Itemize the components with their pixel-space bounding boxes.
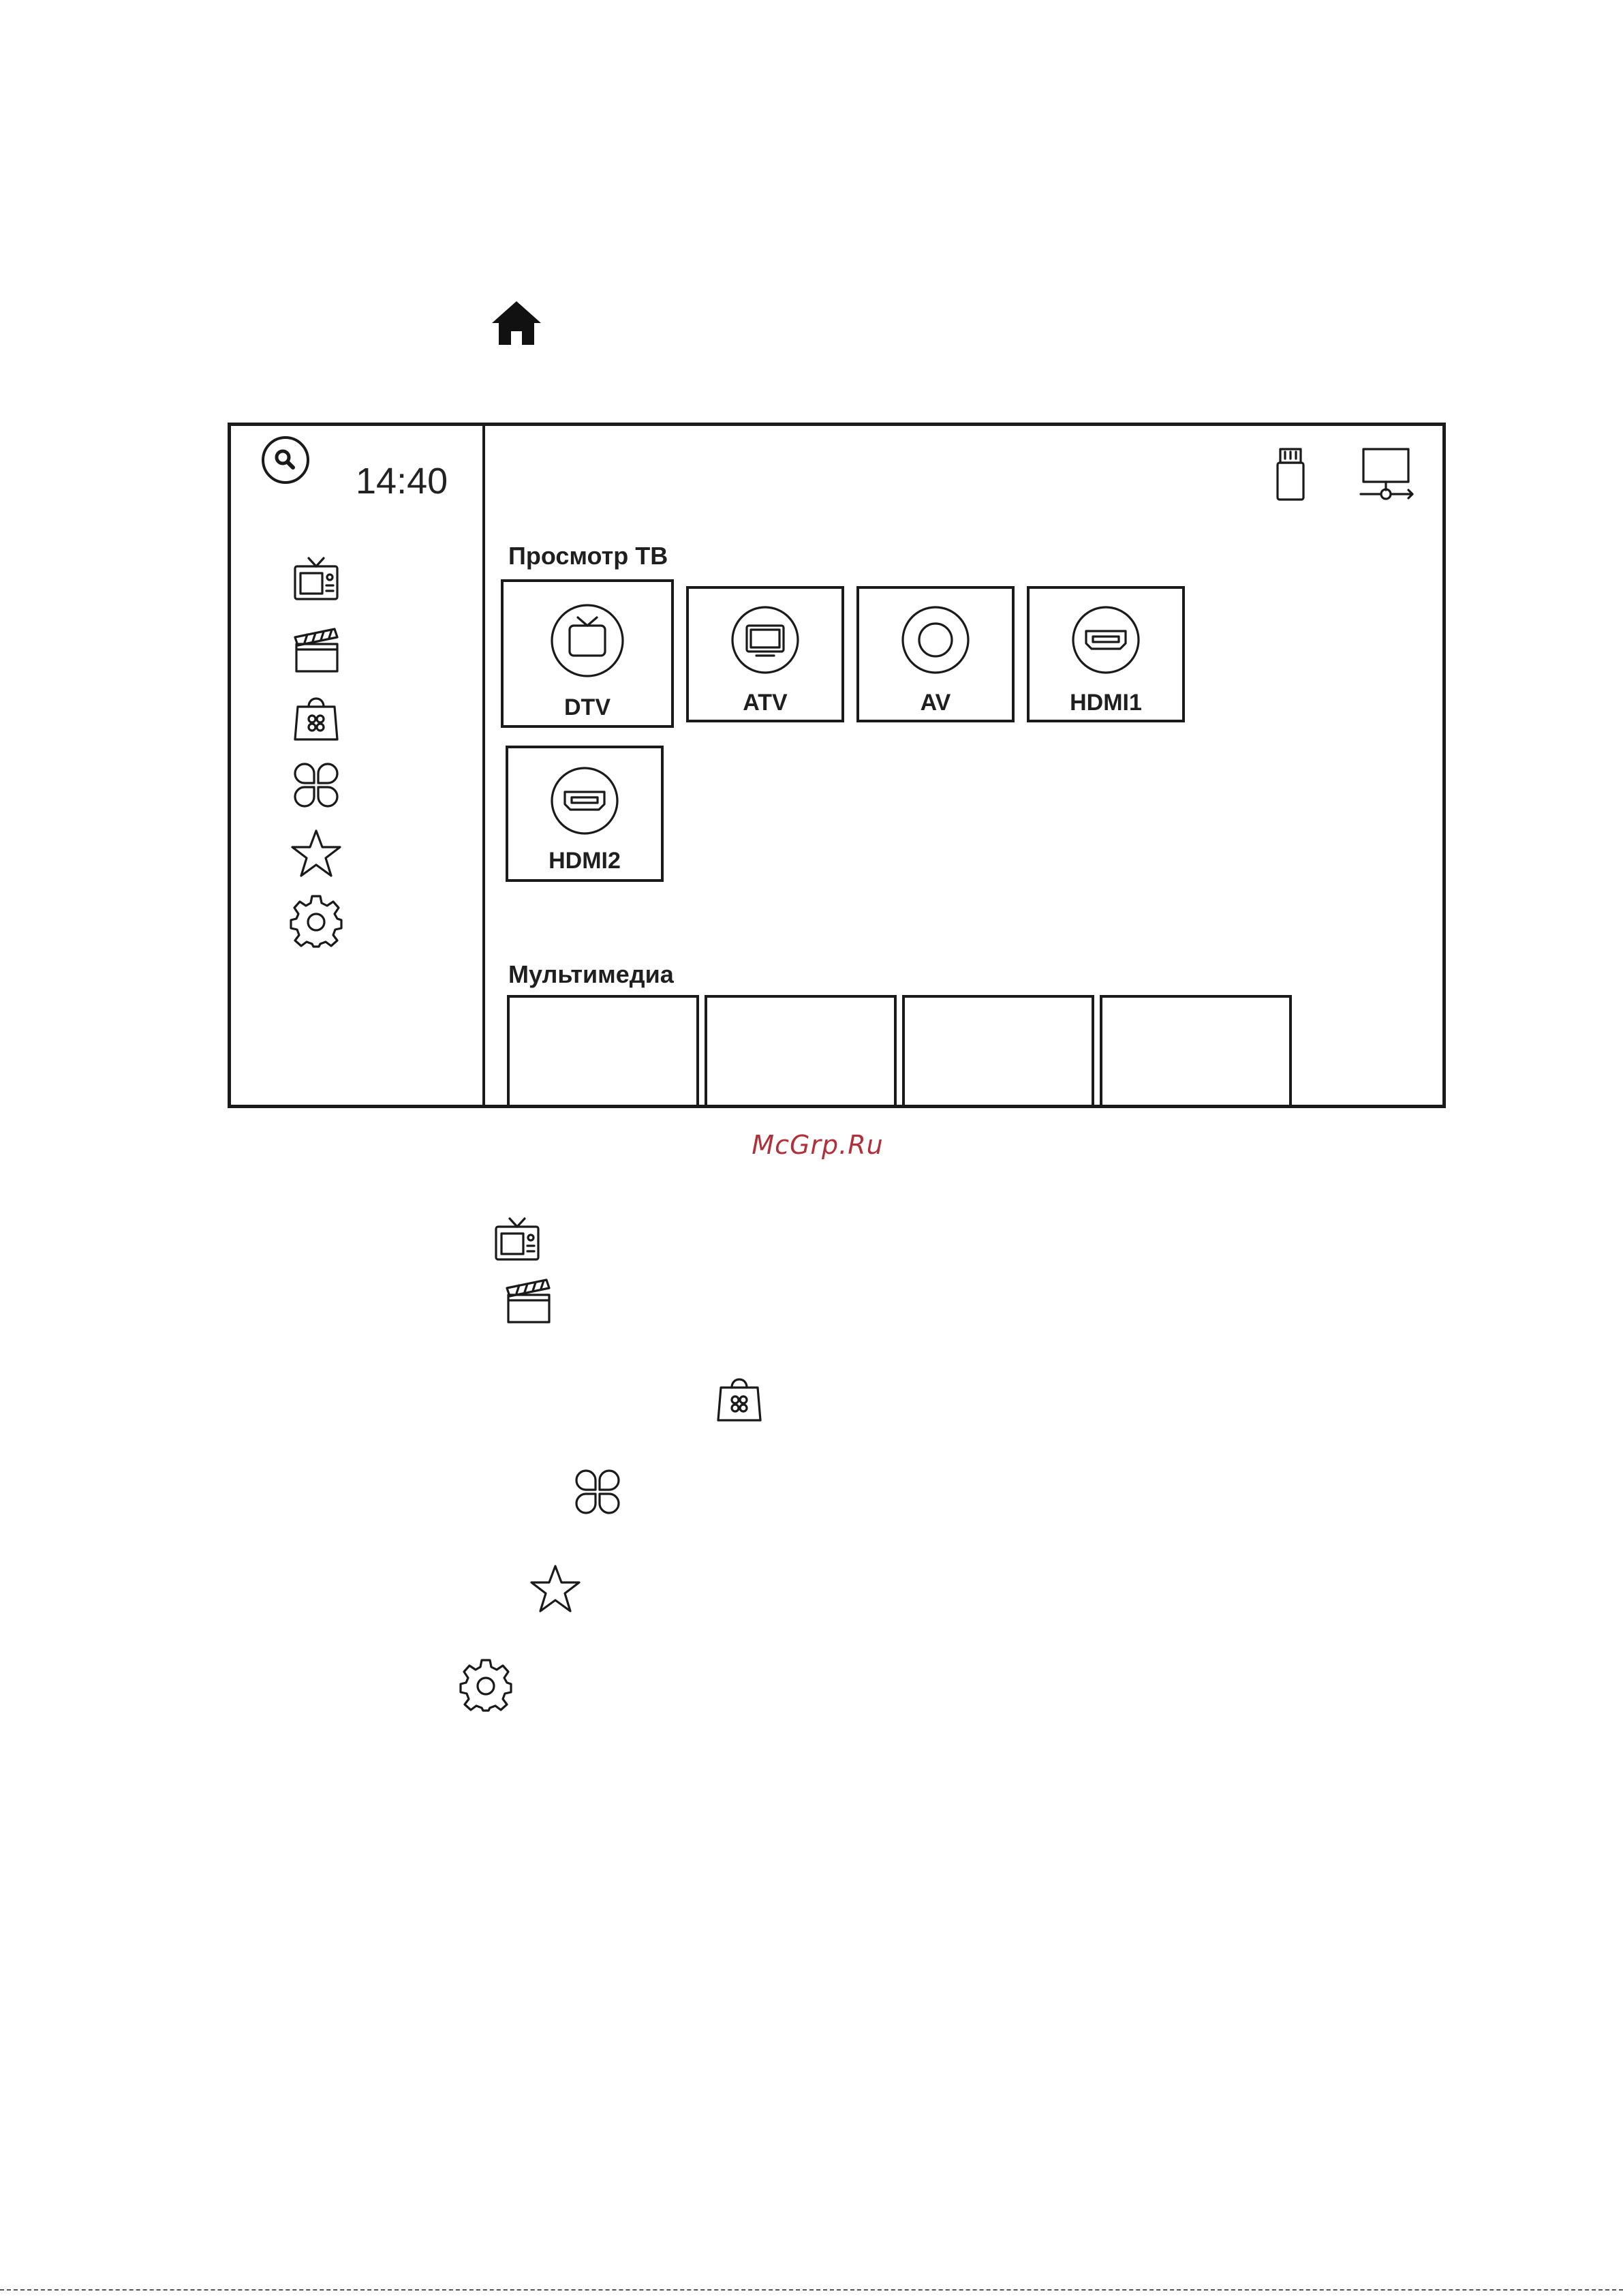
shopping-bag-icon — [713, 1371, 766, 1424]
multimedia-tile[interactable] — [705, 995, 897, 1108]
tv-icon — [548, 601, 627, 680]
clapperboard-icon[interactable] — [290, 622, 343, 675]
gear-icon[interactable] — [290, 895, 343, 948]
tile-label: HDMI2 — [548, 848, 621, 874]
tv-section-title: Просмотр ТВ — [508, 542, 668, 570]
source-tile-av[interactable] — [856, 586, 1015, 722]
shopping-bag-icon[interactable] — [290, 690, 343, 744]
usb-drive-icon — [1273, 446, 1308, 502]
star-icon[interactable] — [290, 827, 343, 880]
multimedia-tile[interactable] — [1100, 995, 1292, 1108]
home-icon — [489, 299, 544, 348]
source-tile-hdmi2[interactable] — [506, 746, 664, 882]
source-tile-atv[interactable] — [686, 586, 844, 722]
star-icon — [529, 1562, 582, 1615]
tile-label: HDMI1 — [1070, 690, 1142, 716]
tv-icon[interactable] — [290, 554, 343, 607]
hdmi-icon — [548, 765, 621, 837]
av-jack-icon — [899, 604, 972, 676]
clock: 14:40 — [356, 461, 448, 502]
tile-label: DTV — [564, 694, 610, 720]
tile-label: AV — [920, 690, 951, 716]
source-tile-hdmi1[interactable] — [1027, 586, 1185, 722]
source-tile-dtv[interactable] — [501, 579, 674, 728]
sidebar — [231, 426, 485, 1105]
search-button[interactable] — [262, 436, 309, 484]
search-icon — [264, 439, 307, 481]
monitor-icon — [729, 604, 801, 676]
multimedia-section-title: Мультимедиа — [508, 960, 674, 988]
network-icon — [1357, 446, 1418, 502]
tv-icon — [491, 1214, 544, 1268]
watermark: McGrp.Ru — [752, 1130, 884, 1160]
gear-icon — [459, 1659, 512, 1712]
multimedia-tile[interactable] — [902, 995, 1094, 1108]
hdmi-icon — [1070, 604, 1142, 676]
multimedia-tile[interactable] — [507, 995, 699, 1108]
apps-icon — [571, 1465, 624, 1518]
clapperboard-icon — [501, 1273, 555, 1326]
apps-icon[interactable] — [290, 759, 343, 812]
tile-label: ATV — [743, 690, 788, 716]
tv-home-screen — [228, 423, 1446, 1108]
page-bottom-rule — [0, 2289, 1623, 2291]
